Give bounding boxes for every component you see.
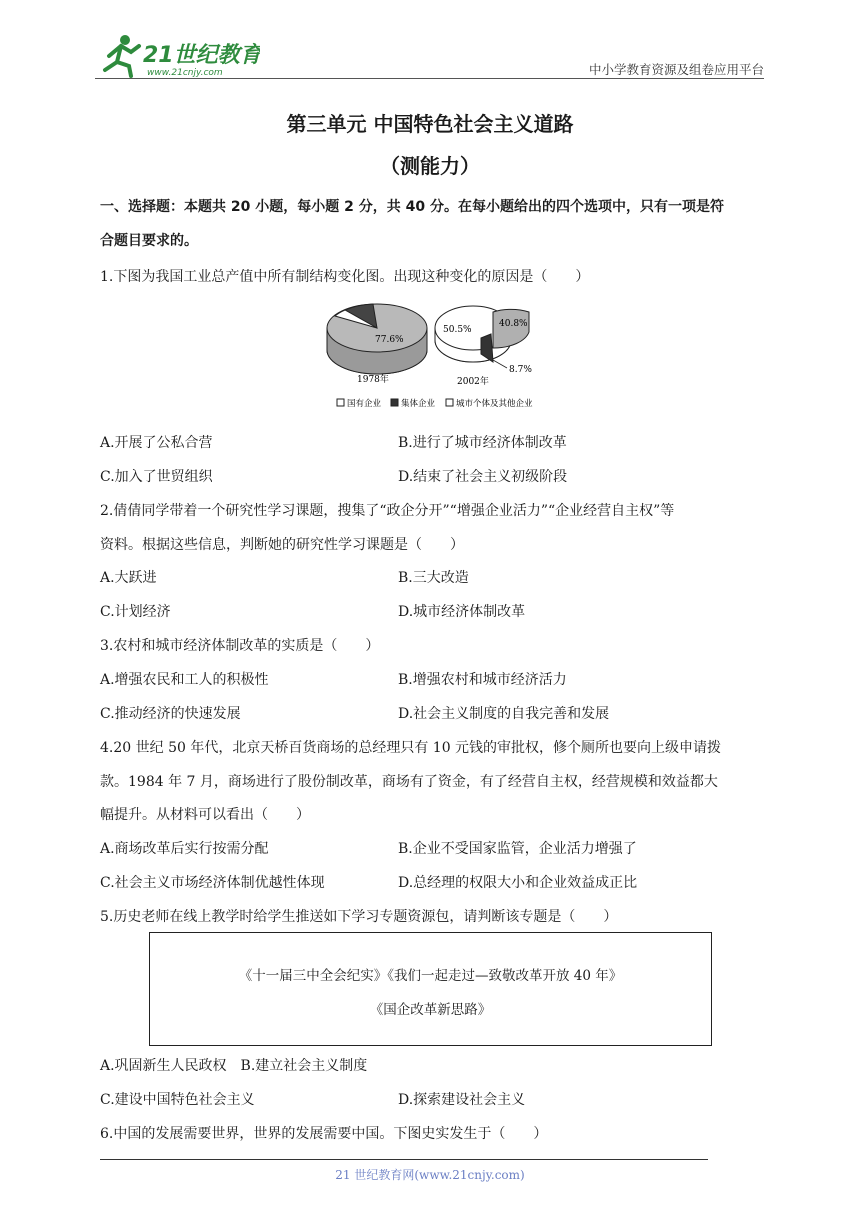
- section-heading-line1: 一、选择题：本题共 20 小题，每小题 2 分，共 40 分。在每小题给出的四个选项中，只有一项是符: [100, 199, 724, 215]
- footer-divider: [100, 1159, 708, 1160]
- q3-option-b: B.增强农村和城市经济活力: [398, 672, 567, 688]
- header-divider: [95, 78, 764, 79]
- resource-package-box: [149, 932, 712, 1046]
- svg-text:国有企业: 国有企业: [347, 399, 382, 409]
- q2-stem-line2: 资料。根据这些信息，判断她的研究性学习课题是（ ）: [100, 537, 464, 553]
- q6-stem: 6.中国的发展需要世界，世界的发展需要中国。下图史实发生于（ ）: [100, 1126, 548, 1142]
- site-logo: [95, 28, 260, 80]
- svg-text:21世纪教育: 21世纪教育: [143, 43, 260, 68]
- q5-stem: 5.历史老师在线上教学时给学生推送如下学习专题资源包，请判断该专题是（ ）: [100, 909, 618, 925]
- platform-name: 中小学教育资源及组卷应用平台: [588, 62, 764, 77]
- svg-text:2002年: 2002年: [457, 377, 489, 387]
- q3-option-d: D.社会主义制度的自我完善和发展: [398, 706, 610, 722]
- runner-icon: [105, 35, 139, 76]
- q1-stem: 1.下图为我国工业总产值中所有制结构变化图。出现这种变化的原因是（ ）: [100, 269, 590, 285]
- q4-option-b: B.企业不受国家监管，企业活力增强了: [398, 841, 637, 857]
- q2-option-c: C.计划经济: [100, 604, 171, 620]
- svg-text:40.8%: 40.8%: [499, 319, 528, 329]
- q3-option-a: A.增强农民和工人的积极性: [100, 672, 269, 688]
- q4-stem-line2: 款。1984 年 7 月，商场进行了股份制改革，商场有了资金，有了经营自主权，经营规模和效益都大: [100, 774, 718, 790]
- q3-stem: 3.农村和城市经济体制改革的实质是（ ）: [100, 638, 380, 654]
- q2-stem-line1: 2.倩倩同学带着一个研究性学习课题，搜集了“政企分开”“增强企业活力”“企业经营自主权”等: [100, 503, 675, 519]
- q4-option-a: A.商场改革后实行按需分配: [100, 841, 269, 857]
- q3-option-c: C.推动经济的快速发展: [100, 706, 241, 722]
- q1-option-d: D.结束了社会主义初级阶段: [398, 469, 568, 485]
- q4-stem-line3: 幅提升。从材料可以看出（ ）: [100, 807, 310, 823]
- page-title: 第三单元 中国特色社会主义道路: [286, 112, 574, 136]
- svg-text:集体企业: 集体企业: [401, 399, 436, 409]
- q5-option-c: C.建设中国特色社会主义: [100, 1092, 255, 1108]
- svg-text:8.7%: 8.7%: [509, 365, 532, 375]
- pie-2002: [435, 306, 532, 387]
- resource-box-line2: 《国企改革新思路》: [369, 1002, 492, 1018]
- q4-option-c: C.社会主义市场经济体制优越性体现: [100, 875, 325, 891]
- svg-text:www.21cnjy.com: www.21cnjy.com: [147, 68, 223, 78]
- figure-legend: [337, 398, 533, 409]
- q5-option-d: D.探索建设社会主义: [398, 1092, 526, 1108]
- resource-box-line1: 《十一届三中全会纪实》《我们一起走过—致敬改革开放 40 年》: [238, 968, 623, 984]
- ownership-pie-figure: [315, 298, 555, 416]
- q2-option-d: D.城市经济体制改革: [398, 604, 526, 620]
- q1-option-c: C.加入了世贸组织: [100, 469, 213, 485]
- q2-option-a: A.大跃进: [100, 570, 157, 586]
- svg-text:50.5%: 50.5%: [443, 325, 472, 335]
- page-subtitle: （测能力）: [380, 154, 480, 178]
- q1-option-b: B.进行了城市经济体制改革: [398, 435, 567, 451]
- svg-text:77.6%: 77.6%: [375, 335, 404, 345]
- q4-stem-line1: 4.20 世纪 50 年代，北京天桥百货商场的总经理只有 10 元钱的审批权，修个厕所也要向上级申请拨: [100, 740, 722, 756]
- q5-option-ab: A.巩固新生人民政权 B.建立社会主义制度: [100, 1058, 368, 1074]
- svg-text:城市个体及其他企业: 城市个体及其他企业: [456, 399, 533, 409]
- q2-option-b: B.三大改造: [398, 570, 469, 586]
- pie-1978: [327, 304, 427, 385]
- svg-text:1978年: 1978年: [357, 375, 389, 385]
- q4-option-d: D.总经理的权限大小和企业效益成正比: [398, 875, 638, 891]
- footer-link[interactable]: 21 世纪教育网(www.21cnjy.com): [335, 1168, 525, 1182]
- q1-option-a: A.开展了公私合营: [100, 435, 213, 451]
- section-heading-line2: 合题目要求的。: [100, 233, 198, 249]
